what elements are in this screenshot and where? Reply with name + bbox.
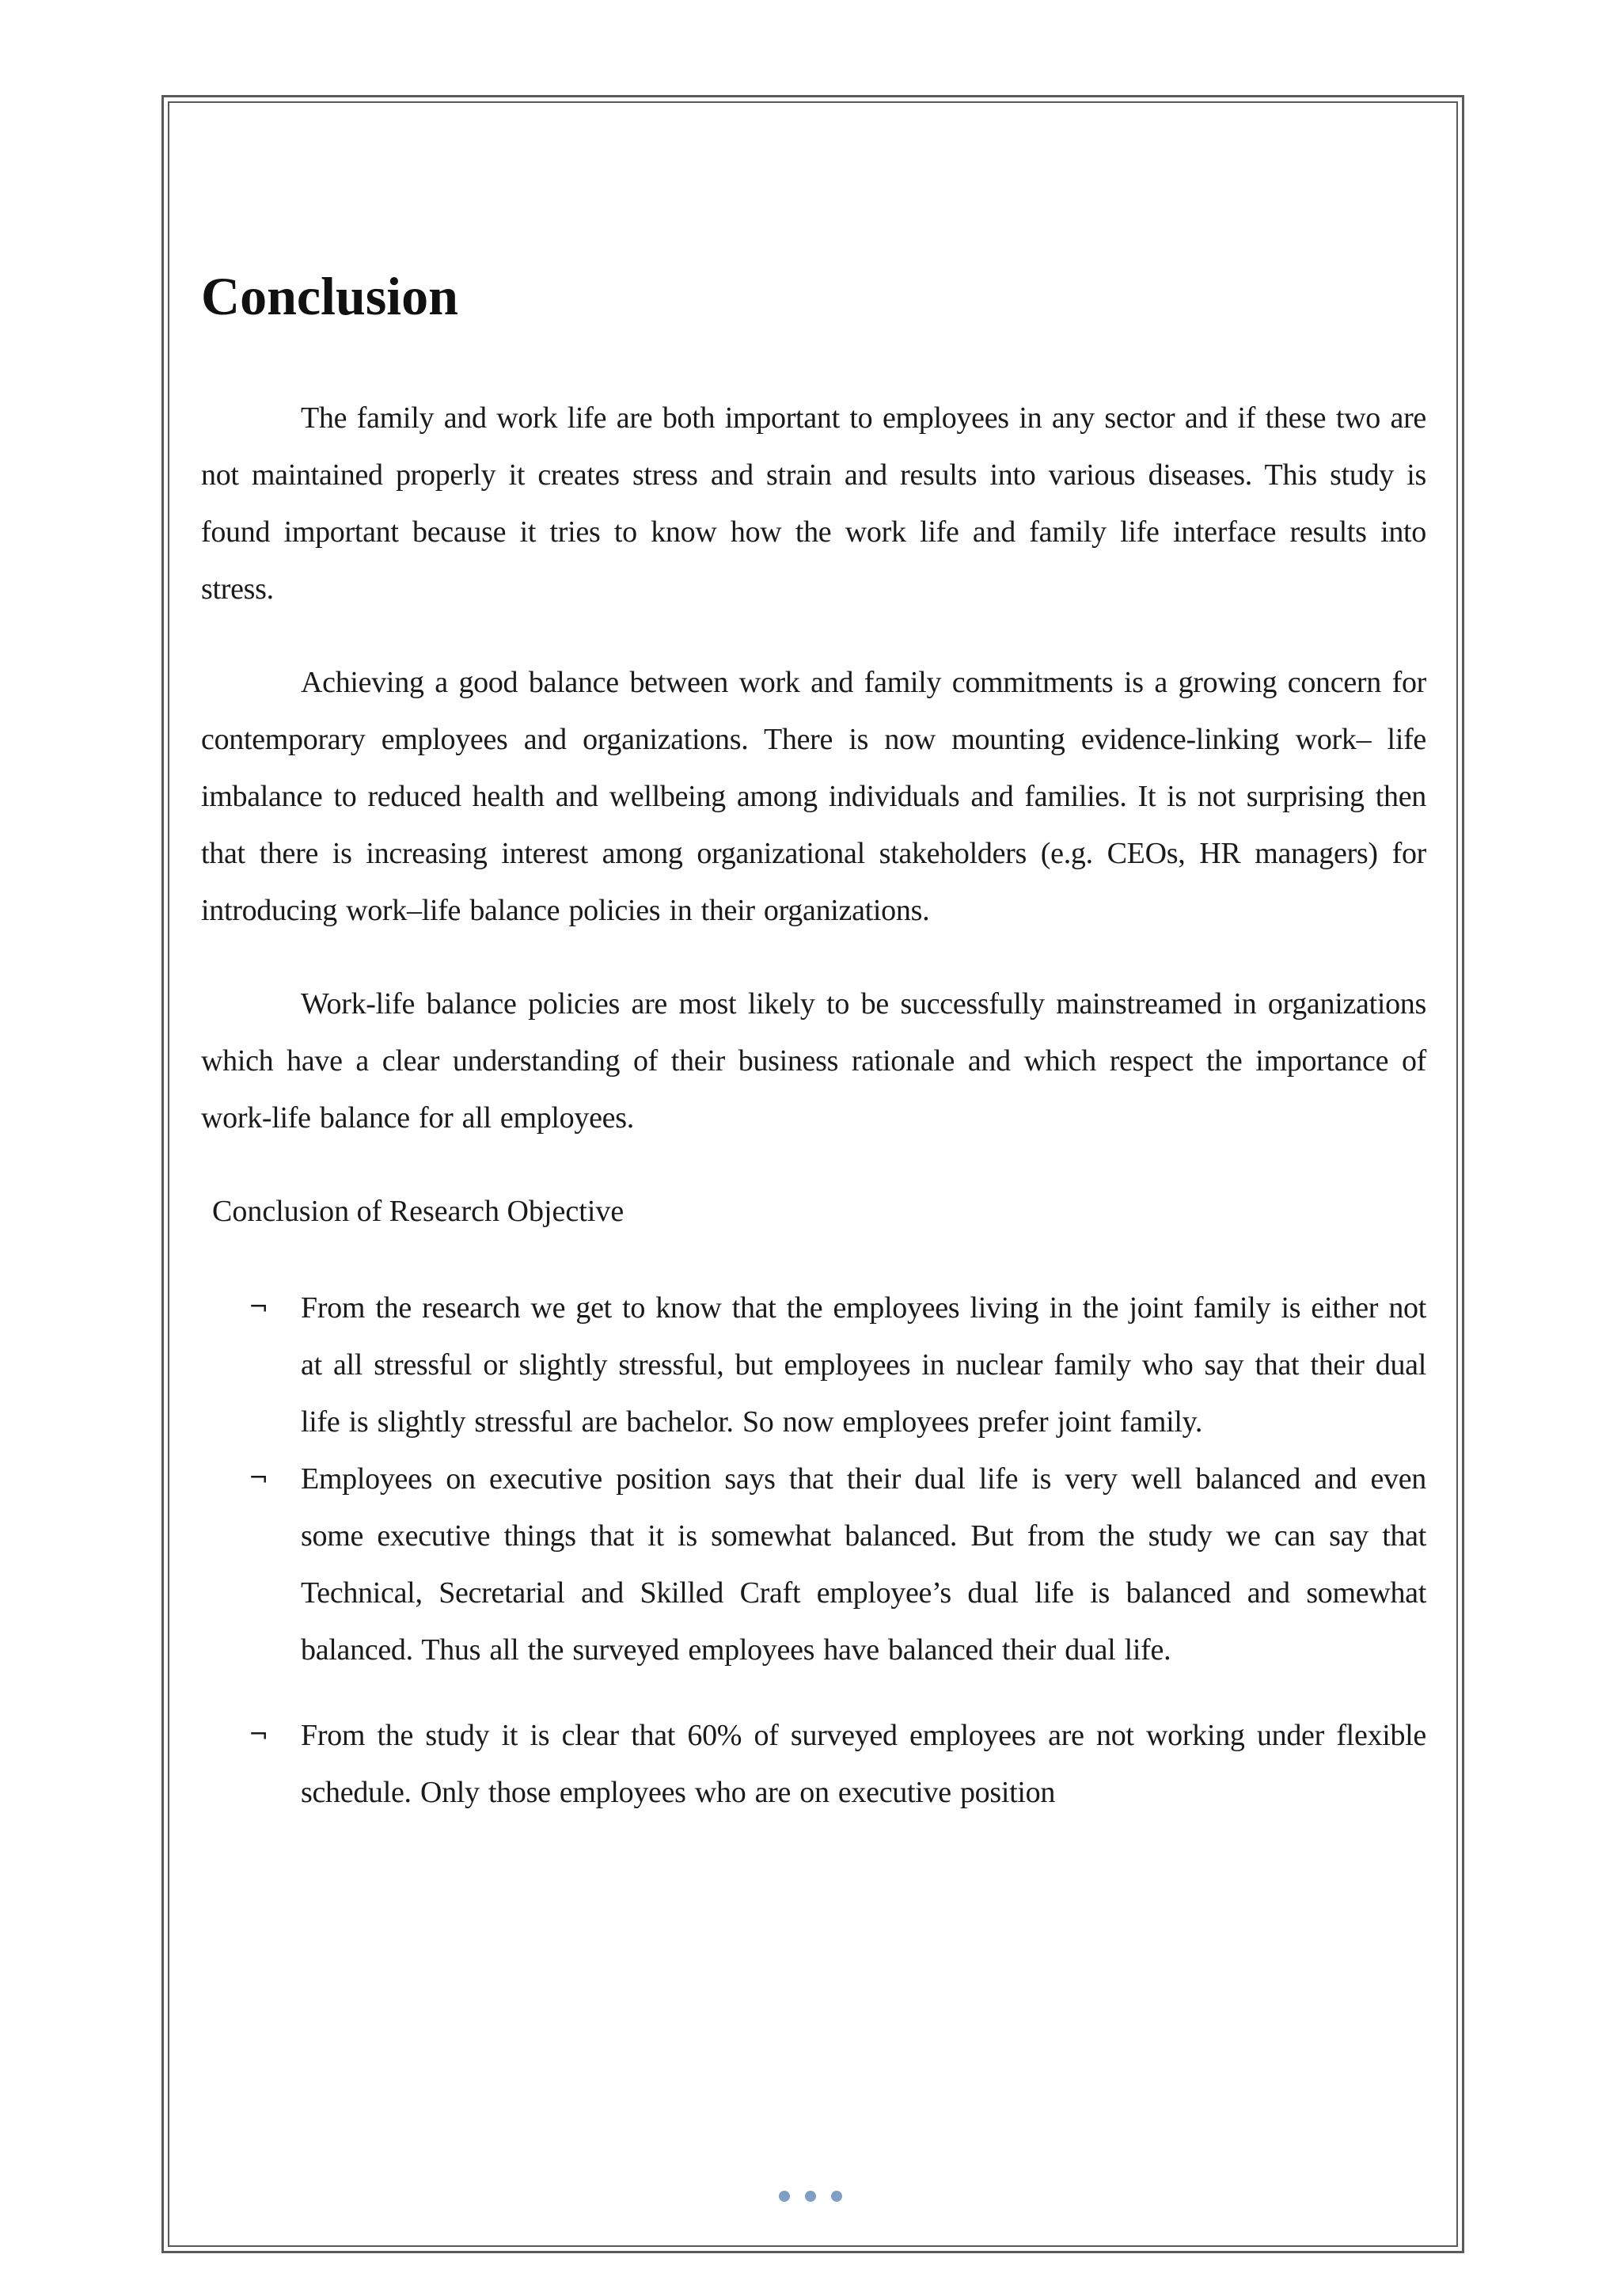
dot-icon <box>805 2191 816 2202</box>
list-item <box>201 1707 1426 1821</box>
paragraph-1: The family and work life are both important to employees in any sector and if these two are not maintained properly it creates stress and strain and results into various diseases. This study is found important because it tries to know how the work life and family life interface results into stress. <box>201 401 1426 606</box>
paragraph-2: Achieving a good balance between work and family commitments is a growing concern for contemporary employees and organizations. There is now mounting evidence-linking work– life imbalance to reduced health and wellbeing among individuals and families. It is not surprising then that there is increasing interest among organizational stakeholders (e.g. CEOs, HR managers) for introducing work–life balance policies in their organizations. <box>201 666 1426 927</box>
dot-icon <box>779 2191 790 2202</box>
paragraph-3: Work-life balance policies are most likely to be successfully mainstreamed in organizations which have a clear understanding of their business rationale and which respect the importance of work-life balance for all employees. <box>201 987 1426 1135</box>
bullet-icon: ¬ <box>249 1465 268 1492</box>
list-item-text: From the study it is clear that 60% of surveyed employees are not working under flexible schedule. Only those employees who are on executive position <box>301 1719 1426 1809</box>
dot-icon <box>831 2191 842 2202</box>
bullet-icon: ¬ <box>249 1721 268 1749</box>
list-item <box>201 1279 1426 1450</box>
bullet-icon: ¬ <box>249 1294 268 1321</box>
document-body <box>201 266 1426 1821</box>
list-item <box>201 1450 1426 1678</box>
list-item-text: Employees on executive position says that their dual life is very well balanced and even some executive things that it is somewhat balanced. But from the study we can say that Technical, Secretarial and Skilled Craft employee’s dual life is balanced and somewhat balanced. Thus all the surveyed employees have balanced their dual life. <box>301 1462 1426 1667</box>
page-ornament-dots <box>779 2188 842 2204</box>
bullet-list <box>201 1279 1426 1821</box>
page-title: Conclusion <box>201 266 458 326</box>
section-subheading: Conclusion of Research Objective <box>212 1195 624 1228</box>
list-item-text: From the research we get to know that the employees living in the joint family is either not at all stressful or slightly stressful, but employees in nuclear family who say that their dual life is slightly stressful are bachelor. So now employees prefer joint family. <box>301 1291 1426 1439</box>
